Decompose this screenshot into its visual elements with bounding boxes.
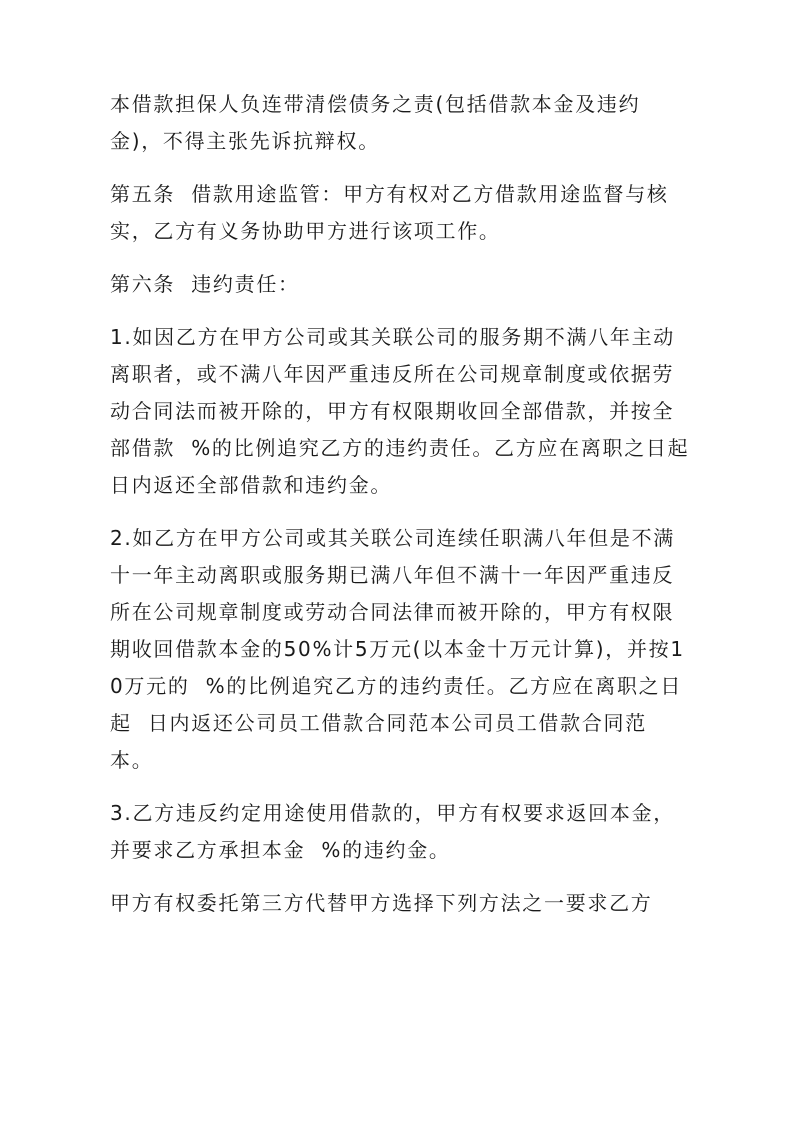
paragraph-clause-3: 3.乙方违反约定用途使用借款的，甲方有权要求返回本金，并要求乙方承担本金 %的违约金。 bbox=[110, 801, 675, 862]
document-page bbox=[110, 86, 706, 938]
paragraph-article-6-heading: 第六条 违约责任： bbox=[110, 272, 300, 296]
paragraph-clause-1: 1.如因乙方在甲方公司或其关联公司的服务期不满八年主动离职者，或不满八年因严重违反所在公司规章制度或依据劳动合同法而被开除的，甲方有权限期收回全部借款，并按全部借款 %的比例追究乙方的违约责任。乙方应在离职之日起 日内返还全部借款和违约金。 bbox=[110, 325, 706, 497]
paragraph-guarantor-liability: 本借款担保人负连带清偿债务之责(包括借款本金及违约金)，不得主张先诉抗辩权。 bbox=[110, 92, 641, 153]
paragraph-clause-2: 2.如乙方在甲方公司或其关联公司连续任职满八年但是不满十一年主动离职或服务期已满八年但不满十一年因严重违反所在公司规章制度或劳动合同法律而被开除的，甲方有权限期收回借款本金的50%计5万元(以本金十万元计算)，并按10万元的 %的比例追究乙方的违约责任。乙方应在离职之日起 日内返还公司员工借款合同范本公司员工借款合同范本。 bbox=[110, 526, 685, 772]
paragraph-article-5-loan-use: 第五条 借款用途监管：甲方有权对乙方借款用途监督与核实，乙方有义务协助甲方进行该项工作。 bbox=[110, 182, 669, 243]
paragraph-third-party: 甲方有权委托第三方代替甲方选择下列方法之一要求乙方 bbox=[110, 891, 653, 915]
